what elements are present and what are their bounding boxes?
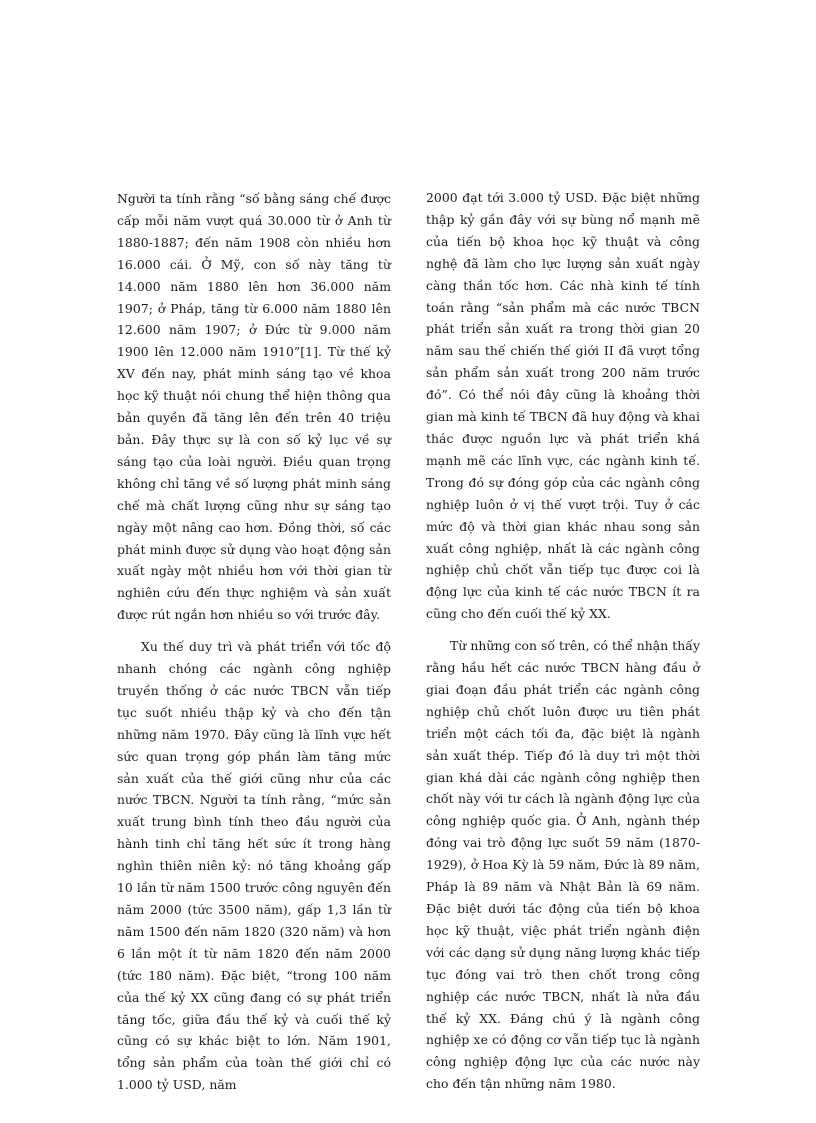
paragraph: Từ những con số trên, có thể nhận thấy rằng hầu hết các nước TBCN hàng đầu ở giai đoạn đầu phát triển các ngành công nghiệp chủ chốt luôn được ưu tiên phát triển một cách tối đa, đặc biệt là ngành sản xuất thép. Tiếp đó là duy trì một thời gian khá dài các ngành công nghiệp then chốt này với tư cách là ngành động lực của công nghiệp quốc gia. Ở Anh, ngành thép đóng vai trò động lực suốt 59 năm (1870-1929), ở Hoa Kỳ là 59 năm, Đức là 89 năm, Pháp là 89 năm và Nhật Bản là 69 năm. Đặc biệt dưới tác động của tiến bộ khoa học kỹ thuật, việc phát triển ngành điện với các dạng sử dụng năng lượng khác tiếp tục đóng vai trò then chốt trong công nghiệp các nước TBCN, nhất là nửa đầu thế kỷ XX. Đáng chú ý là ngành công nghiệp xe có động cơ vẫn tiếp tục là ngành công nghiệp động lực của các nước này cho đến tận những năm 1980. (426, 638, 700, 1092)
paragraph: Xu thế duy trì và phát triển với tốc độ nhanh chóng các ngành công nghiệp truyền thống ở các nước TBCN vẫn tiếp tục suốt nhiều thập kỷ và cho đến tận những năm 1970. Đây cũng là lĩnh vực hết sức quan trọng góp phần làm tăng mức sản xuất của thế giới cũng như của các nước TBCN. Người ta tính rằng, “mức sản xuất trung bình tính theo đầu người của hành tinh chỉ tăng hết sức ít trong hàng nghìn thiên niên kỷ: nó tăng khoảng gấp 10 lần từ năm 1500 trước công nguyên đến năm 2000 (tức 3500 năm), gấp 1,3 lần từ năm 1500 đến năm 1820 (320 năm) và hơn 6 lần một ít từ năm 1820 đến năm 2000 (tức 180 năm). Đặc biệt, “trong 100 năm của thế kỷ XX cũng đang có sự phát triển tăng tốc, giữa đầu thế kỷ và cuối thế kỷ cũng có sự khác biệt to lớn. Năm 1901, tổng sản phẩm của toàn thế giới chỉ có 1.000 tỷ USD, năm (117, 639, 391, 1093)
paragraph: Người ta tính rằng “số bằng sáng chế được cấp mỗi năm vượt quá 30.000 từ ở Anh từ 1880-1887; đến năm 1908 còn nhiều hơn 16.000 cái. Ở Mỹ, con số này tăng từ 14.000 năm 1880 lên hơn 36.000 năm 1907; ở Pháp, tăng từ 6.000 năm 1880 lên 12.600 năm 1907; ở Đức từ 9.000 năm 1900 lên 12.000 năm 1910”[1]. Từ thế kỷ XV đến nay, phát minh sáng tạo về khoa học kỹ thuật nói chung thể hiện thông qua bản quyền đã tăng lên đến trên 40 triệu bản. Đây thực sự là con số kỷ lục về sự sáng tạo của loài người. Điều quan trọng không chỉ tăng về số lượng phát minh sáng chế mà chất lượng cũng như sự sáng tạo ngày một nâng cao hơn. Đồng thời, số các phát minh được sử dụng vào hoạt động sản xuất ngày một nhiều hơn với thời gian từ nghiên cứu đến thực nghiệm và sản xuất được rút ngắn hơn nhiều so với trước đây. (117, 191, 391, 623)
paragraph: 2000 đạt tới 3.000 tỷ USD. Đặc biệt những thập kỷ gần đây với sự bùng nổ mạnh mẽ của tiến bộ khoa học kỹ thuật và công nghệ đã làm cho lực lượng sản xuất ngày càng thần tốc hơn. Các nhà kinh tế tính toán rằng “sản phẩm mà các nước TBCN phát triển sản xuất ra trong thời gian 20 năm sau thế chiến thế giới II đã vượt tổng sản phẩm sản xuất trong 200 năm trước đó”. Có thể nói đây cũng là khoảng thời gian mà kinh tế TBCN đã huy động và khai thác được nguồn lực và phát triển khá mạnh mẽ các lĩnh vực, các ngành kinh tế. Trong đó sự đóng góp của các ngành công nghiệp luôn ở vị thế vượt trội. Tuy ở các mức độ và thời gian khác nhau song sản xuất công nghiệp, nhất là các ngành công nghiệp chủ chốt vẫn tiếp tục được coi là động lực của kinh tế các nước TBCN ít ra cũng cho đến cuối thế kỷ XX. (426, 190, 700, 622)
right-column (426, 187, 700, 1095)
left-column (117, 188, 391, 1096)
